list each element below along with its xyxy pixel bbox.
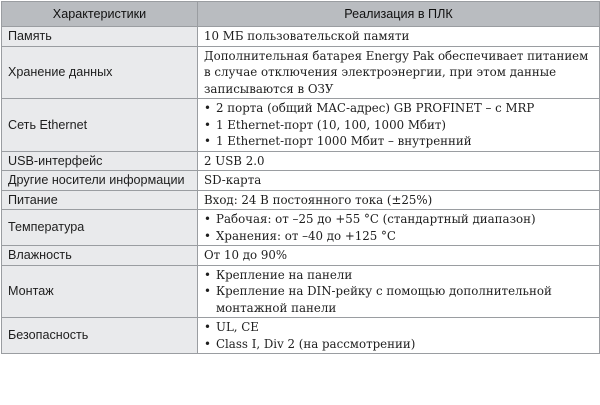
list-item: • 1 Ethernet-порт 1000 Мбит – внутренний xyxy=(204,133,593,150)
list-item: • UL, CE xyxy=(204,319,593,336)
table-row xyxy=(2,46,600,99)
header-implementation: Реализация в ПЛК xyxy=(198,2,600,27)
table-row xyxy=(2,265,600,318)
list-item: • Крепление на панели xyxy=(204,267,593,284)
row-label: Температура xyxy=(2,210,198,246)
row-label: Хранение данных xyxy=(2,46,198,99)
row-value: От 10 до 90% xyxy=(198,246,600,266)
list-item: • Class I, Div 2 (на рассмотрении) xyxy=(204,336,593,353)
table-row xyxy=(2,171,600,191)
table-row xyxy=(2,99,600,152)
list-item: • 2 порта (общий MAC-адрес) GB PROFINET – с MRP xyxy=(204,100,593,117)
spec-table xyxy=(1,1,600,354)
table-row xyxy=(2,151,600,171)
list-item: • Рабочая: от –25 до +55 °С (стандартный диапазон) xyxy=(204,211,593,228)
row-value: 10 МБ пользовательской памяти xyxy=(198,27,600,47)
bullet-list xyxy=(204,211,593,244)
row-value: Вход: 24 В постоянного тока (±25%) xyxy=(198,190,600,210)
bullet-list xyxy=(204,319,593,352)
list-item: • 1 Ethernet-порт (10, 100, 1000 Мбит) xyxy=(204,117,593,134)
row-value: Дополнительная батарея Energy Pak обеспечивает питанием в случае отключения электроэнергии, при этом данные записываются в ОЗУ xyxy=(198,46,600,99)
row-label: Безопасность xyxy=(2,318,198,354)
row-label: Питание xyxy=(2,190,198,210)
table-row xyxy=(2,190,600,210)
header-characteristics: Характеристики xyxy=(2,2,198,27)
row-label: Память xyxy=(2,27,198,47)
table-row xyxy=(2,246,600,266)
row-label: USB-интерфейс xyxy=(2,151,198,171)
row-value xyxy=(198,265,600,318)
row-value xyxy=(198,318,600,354)
row-value: SD-карта xyxy=(198,171,600,191)
header-row xyxy=(2,2,600,27)
row-label: Монтаж xyxy=(2,265,198,318)
row-label: Влажность xyxy=(2,246,198,266)
bullet-list xyxy=(204,100,593,150)
list-item: • Крепление на DIN-рейку с помощью дополнительной монтажной панели xyxy=(204,283,593,316)
list-item: • Хранения: от –40 до +125 °С xyxy=(204,228,593,245)
row-value xyxy=(198,210,600,246)
table-row xyxy=(2,27,600,47)
row-value xyxy=(198,99,600,152)
bullet-list xyxy=(204,267,593,317)
row-label: Другие носители информации xyxy=(2,171,198,191)
row-label: Сеть Ethernet xyxy=(2,99,198,152)
row-value: 2 USB 2.0 xyxy=(198,151,600,171)
table-row xyxy=(2,318,600,354)
table-row xyxy=(2,210,600,246)
